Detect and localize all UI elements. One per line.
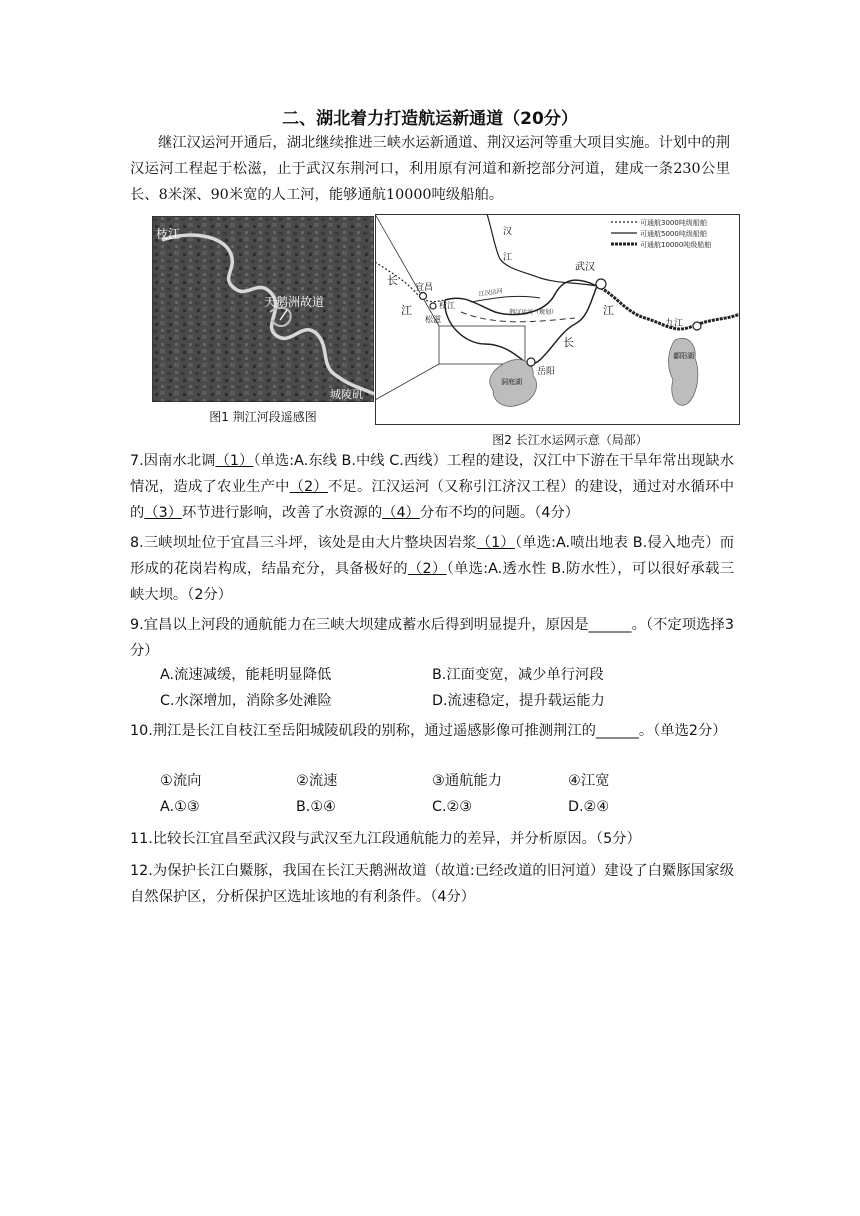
option-9-d[interactable]: D.流速稳定，提升载运能力 [432, 693, 605, 709]
question-11: 11.比较长江宜昌至武汉段与武汉至九江段通航能力的差异，并分析原因。（5分） [130, 831, 641, 847]
city-songzi-marker [430, 303, 436, 309]
option-10-b[interactable]: B.①④ [296, 799, 336, 815]
label-yichang: 宜昌 [415, 283, 434, 293]
legend-5000: 可通航5000吨级船舶 [640, 230, 707, 238]
figure1-remote-sensing-image [152, 216, 374, 402]
label-jiang-west: 江 [401, 304, 412, 317]
label-poyang: 鄱阳湖 [673, 352, 694, 360]
blank-8-2[interactable]: （2） [407, 561, 447, 577]
label-zhijiang: 枝江 [156, 227, 181, 241]
section-title: 二、湖北着力打造航运新通道（20分） [282, 109, 578, 129]
blank-7-2[interactable]: （2） [289, 479, 328, 495]
city-jiujiang-marker [693, 322, 701, 330]
label-jiang-east: 江 [603, 304, 614, 317]
blank-7-1[interactable]: （1） [215, 453, 254, 469]
label-chang-south: 长 [563, 336, 574, 349]
option-9-c[interactable]: C.水深增加，消除多处滩险 [160, 693, 332, 709]
label-zhijiang-map: 枝江 [439, 301, 455, 310]
option-10-c[interactable]: C.②③ [432, 799, 473, 815]
question-8: 8.三峡坝址位于宜昌三斗坪，该处是由大片整块因岩浆（1）（单选:A.喷出地表 B.侵入地壳）而形成的花岗岩构成，结晶充分，具备极好的（2）（单选:A.透水性 B.防水性），可以很好承载三峡大坝。（2分） [130, 535, 734, 603]
label-chang-west: 长 [387, 274, 398, 287]
option-10-a[interactable]: A.①③ [160, 799, 200, 815]
question-12: 12.为保护长江白鱀豚，我国在长江天鹅洲故道（故道:已经改道的旧河道）建设了白鱀豚国家级自然保护区，分析保护区选址该地的有利条件。（4分） [130, 863, 734, 905]
blank-7-3[interactable]: （3） [144, 505, 182, 521]
label-yueyang: 岳阳 [537, 367, 556, 377]
city-yichang-marker [420, 293, 427, 300]
option-9-a[interactable]: A.流速减缓，能耗明显降低 [160, 667, 332, 683]
blank-8-1[interactable]: （1） [476, 535, 515, 551]
intro-paragraph [130, 130, 730, 208]
city-wuhan-marker [596, 279, 606, 289]
label-jinghan-canal: 荆汉运河（规划） [509, 309, 558, 316]
label-wuhan: 武汉 [575, 262, 595, 273]
question-9-options [160, 662, 720, 714]
item-10-1: ①流向 [160, 773, 202, 789]
label-jiujiang: 九江 [665, 319, 684, 329]
option-10-d[interactable]: D.②④ [568, 799, 610, 815]
label-tianezhou: 天鹅洲故道 [264, 295, 325, 309]
city-yueyang-marker [527, 358, 535, 366]
legend-10000: 可通航10000吨级船舶 [640, 241, 712, 249]
label-dongting: 洞庭湖 [501, 378, 522, 386]
label-songzi: 松滋 [425, 315, 441, 324]
label-jianghan-canal: 江汉运河 [478, 287, 504, 298]
question-10-options [160, 768, 720, 820]
legend-3000: 可通航3000吨级船舶 [640, 219, 707, 227]
poyang-lake [669, 338, 698, 405]
figure1-caption: 图1 荆江河段遥感图 [209, 410, 317, 424]
question-10-stem: 10.荆江是长江自枝江至岳阳城陵矶段的别称，通过遥感影像可推测荆江的______。（单选2分） [130, 723, 727, 739]
question-7: 7.因南水北调（1）（单选:A.东线 B.中线 C.西线）工程的建设，汉江中下游在干旱年常出现缺水情况，造成了农业生产中（2）不足。江汉运河（又称引江济汉工程）的建设，通过对水循环中的（3）环节进行影响，改善了水资源的（4）分布不均的问题。（4分） [130, 453, 734, 521]
blank-7-4[interactable]: （4） [382, 505, 420, 521]
figure2-caption: 图2 长江水运网示意（局部） [492, 433, 648, 447]
item-10-4: ④江宽 [568, 773, 610, 789]
label-chenglingji: 城陵矶 [330, 388, 363, 401]
label-han-jiang: 江 [503, 253, 513, 263]
intro-text: 继江汉运河开通后，湖北继续推进三峡水运新通道、荆汉运河等重大项目实施。计划中的荆汉运河工程起于松滋，止于武汉东荆河口，利用原有河道和新挖部分河道，建成一条230公里长、8米深、90米宽的人工河，能够通航10000吨级船舶。 [130, 135, 730, 203]
question-9-stem: 9.宜昌以上河段的通航能力在三峡大坝建成蓄水后得到明显提升，原因是______。（不定项选择3分） [130, 617, 734, 659]
item-10-2: ②流速 [296, 773, 338, 789]
option-9-b[interactable]: B.江面变宽，减少单行河段 [432, 667, 604, 683]
figure2-waterway-map [375, 214, 740, 425]
label-han: 汉 [503, 227, 513, 237]
item-10-3: ③通航能力 [432, 773, 503, 789]
